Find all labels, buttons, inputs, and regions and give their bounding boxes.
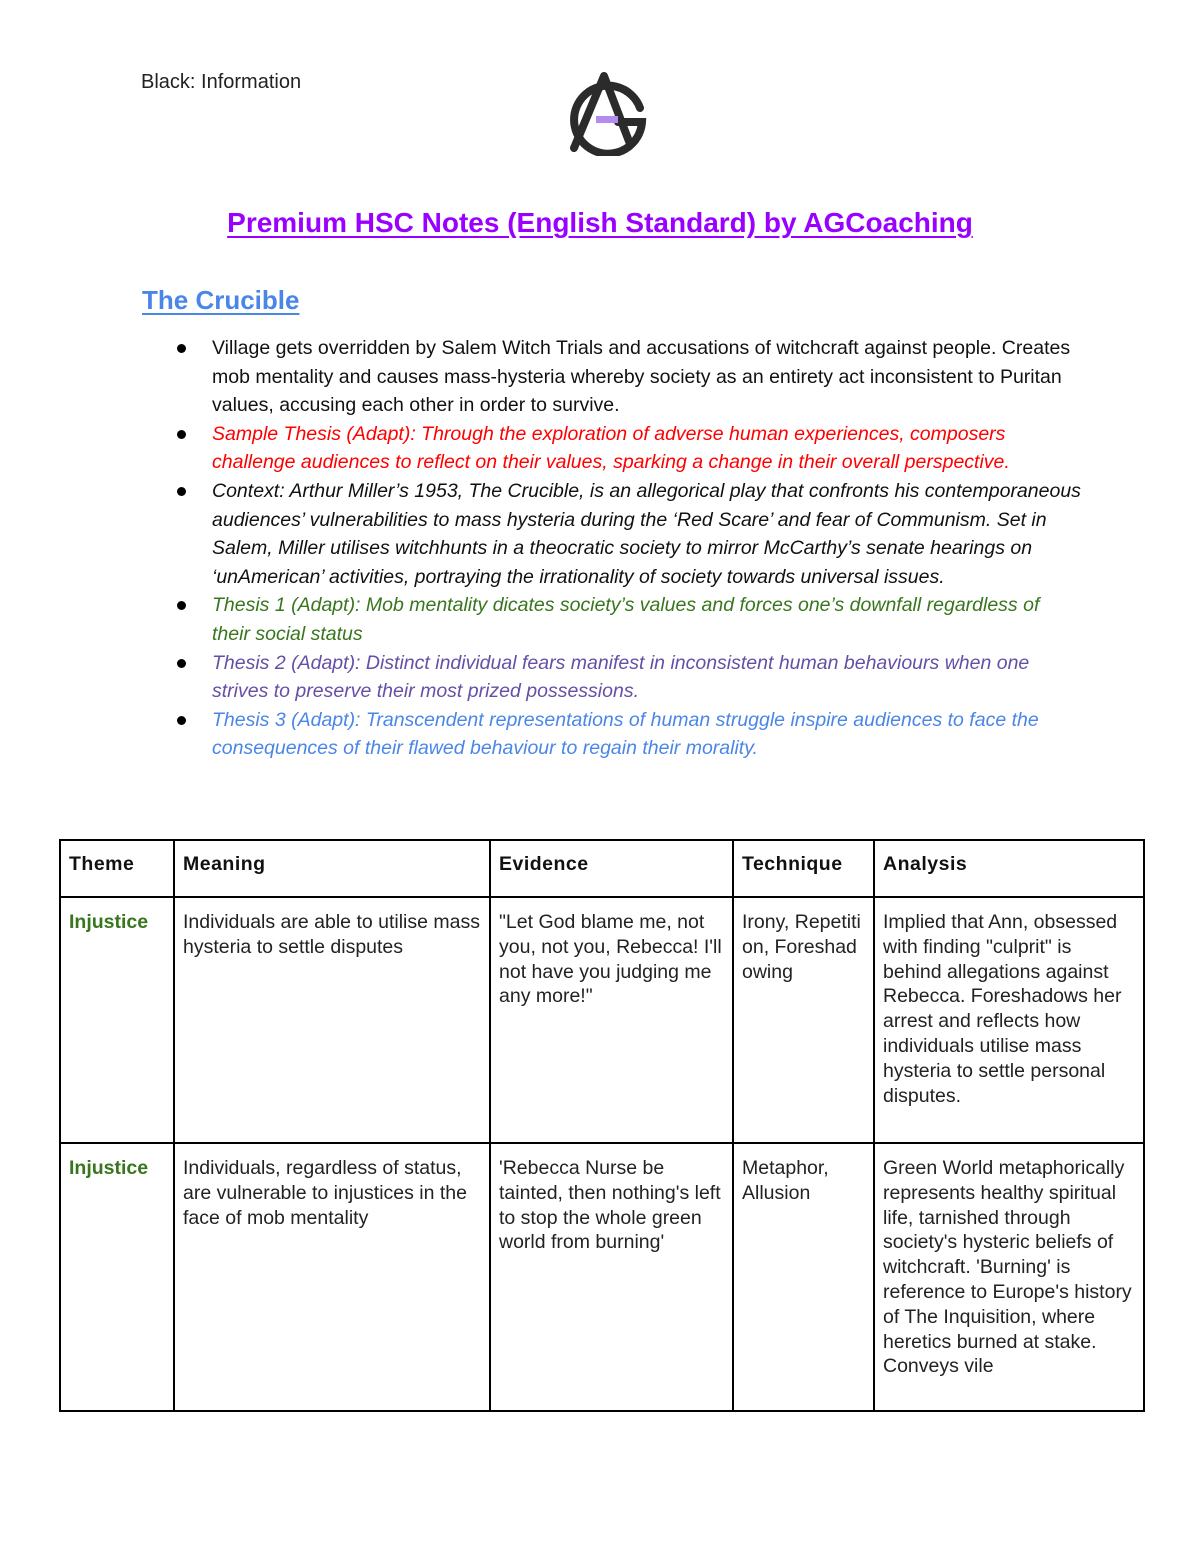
notes-list (212, 334, 1082, 763)
note-thesis-2 (212, 649, 1082, 706)
note-text: Context: Arthur Miller’s 1953, The Crucible, is an allegorical play that confronts his contemporaneous audiences’ vulnerabilities to mass hysteria during the ‘Red Scare’ and fear of Communism. Set in Salem, Miller utilises witchhunts in a theocratic society to mirror McCarthy’s senate hearings on ‘unAmerican’ activities, portraying the irrationality of society towards universal issues. (212, 479, 1081, 588)
note-thesis-3 (212, 706, 1082, 763)
section-title-the-crucible: The Crucible (142, 285, 300, 315)
note-text: Village gets overridden by Salem Witch Trials and accusations of witchcraft against people. Creates mob mentality and causes mass-hysteria whereby society as an entirety act inconsistent to Puritan values, accusing each other in order to survive. (212, 337, 1071, 417)
cell-analysis: Green World metaphorically represents healthy spiritual life, tarnished through society's hysteric beliefs of witchcraft. 'Burning' is reference to Europe's history of The Inquisition, where heretics burned at stake. Conveys vile (874, 1143, 1144, 1411)
header-technique: Technique (733, 840, 874, 897)
note-text: Sample Thesis (Adapt): Through the exploration of adverse human experiences, composers challenge audiences to reflect on their values, sparking a change in their overall perspective. (212, 422, 1010, 474)
cell-technique: Metaphor, Allusion (733, 1143, 874, 1411)
cell-technique: Irony, Repetition, Foreshadowing (733, 897, 874, 1143)
note-thesis-1 (212, 591, 1082, 648)
bullet-icon (177, 344, 186, 353)
table-header-row (60, 840, 1144, 897)
note-context (212, 477, 1082, 591)
cell-analysis: Implied that Ann, obsessed with finding "culprit" is behind allegations against Rebecca. Foreshadows her arrest and reflects how individuals utilise mass hysteria to settle personal disputes. (874, 897, 1144, 1143)
note-text: Thesis 1 (Adapt): Mob mentality dicates society’s values and forces one’s downfall regardless of their social status (212, 594, 1040, 645)
cell-theme: Injustice (60, 897, 174, 1143)
bullet-icon (177, 601, 186, 610)
bullet-icon (177, 659, 186, 668)
bullet-icon (177, 716, 186, 725)
ag-logo-icon (562, 70, 652, 156)
header-evidence: Evidence (490, 840, 733, 897)
bullet-icon (177, 487, 186, 496)
note-text: Thesis 3 (Adapt): Transcendent representations of human struggle inspire audiences to face the consequences of their flawed behaviour to regain their morality. (212, 708, 1039, 760)
cell-evidence: 'Rebecca Nurse be tainted, then nothing's left to stop the whole green world from burning' (490, 1143, 733, 1411)
table-row (60, 1143, 1144, 1411)
note-sample-thesis (212, 420, 1082, 477)
header-theme: Theme (60, 840, 174, 897)
cell-meaning: Individuals are able to utilise mass hysteria to settle disputes (174, 897, 490, 1143)
header-analysis: Analysis (874, 840, 1144, 897)
header-meaning: Meaning (174, 840, 490, 897)
table-row (60, 897, 1144, 1143)
note-summary (212, 334, 1082, 420)
bullet-icon (177, 430, 186, 439)
cell-theme: Injustice (60, 1143, 174, 1411)
cell-evidence: "Let God blame me, not you, not you, Rebecca! I'll not have you judging me any more!" (490, 897, 733, 1143)
document-title: Premium HSC Notes (English Standard) by AGCoaching (227, 207, 973, 238)
cell-meaning: Individuals, regardless of status, are vulnerable to injustices in the face of mob mentality (174, 1143, 490, 1411)
color-legend: Black: Information (141, 71, 302, 93)
analysis-table (59, 839, 1145, 1412)
note-text: Thesis 2 (Adapt): Distinct individual fears manifest in inconsistent human behaviours when one strives to preserve their most prized possessions. (212, 651, 1030, 703)
